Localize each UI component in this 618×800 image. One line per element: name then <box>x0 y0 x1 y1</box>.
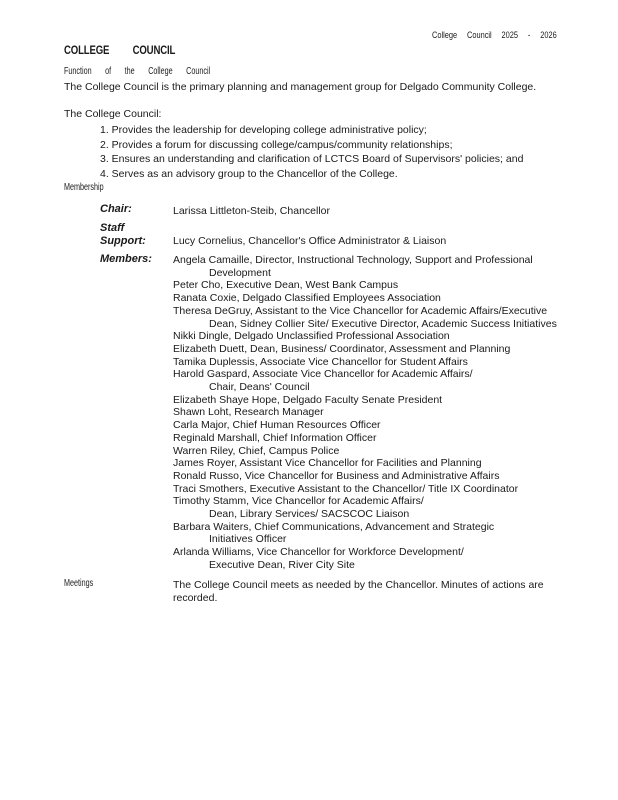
page-title: COLLEGE COUNCIL <box>64 43 176 57</box>
member-item: Elizabeth Shaye Hope, Delgado Faculty Senate President <box>173 393 443 406</box>
chair-name: Larissa Littleton-Steib, Chancellor <box>173 205 330 217</box>
meetings-section-label: Meetings <box>64 578 94 589</box>
members-label: Members: <box>100 253 152 265</box>
member-item: Tamika Duplessis, Associate Vice Chancellor for Student Affairs <box>173 355 468 368</box>
meetings-text: The College Council meets as needed by the Chancellor. Minutes of actions are recorded. <box>173 579 544 604</box>
member-item: Ronald Russo, Vice Chancellor for Business and Administrative Affairs <box>173 469 500 482</box>
member-item: Reginald Marshall, Chief Information Officer <box>173 431 377 444</box>
chair-label: Chair: <box>100 203 132 215</box>
member-item: Elizabeth Duett, Dean, Business/ Coordinator, Assessment and Planning <box>173 342 511 355</box>
function-list <box>100 124 523 182</box>
member-item: Theresa DeGruy, Assistant to the Vice Chancellor for Academic Affairs/Executive Dean, Sidney Collier Site/ Executive Director, Academic Success Initiatives <box>173 304 557 330</box>
member-item: Harold Gaspard, Associate Vice Chancellor for Academic Affairs/ Chair, Deans' Council <box>173 368 473 394</box>
member-item: Carla Major, Chief Human Resources Officer <box>173 419 381 432</box>
member-item: Arlanda Williams, Vice Chancellor for Workforce Development/ Executive Dean, River City Site <box>173 546 464 571</box>
member-item: Nikki Dingle, Delgado Unclassified Professional Association <box>173 330 450 343</box>
member-item: Ranata Coxie, Delgado Classified Employees Association <box>173 292 441 305</box>
member-item: Barbara Waiters, Chief Communications, Advancement and Strategic Initiatives Officer <box>173 520 495 546</box>
function-section-label: Function of the College Council <box>64 66 211 77</box>
running-head: College Council 2025 - 2026 <box>432 30 557 41</box>
list-item: 2. Provides a forum for discussing college/campus/community relationships; <box>100 138 453 151</box>
member-item: Timothy Stamm, Vice Chancellor for Academic Affairs/ Dean, Library Services/ SACSCOC Liaison <box>173 495 424 521</box>
list-item: 3. Ensures an understanding and clarification of LCTCS Board of Supervisors' policies; and <box>100 153 524 166</box>
staff-support-label: Staff Support: <box>100 222 146 247</box>
function-paragraph: The College Council is the primary planning and management group for Delgado Community College. <box>64 81 537 93</box>
council-intro: The College Council: <box>64 108 162 120</box>
member-item: James Royer, Assistant Vice Chancellor for Facilities and Planning <box>173 457 482 470</box>
membership-section-label: Membership <box>64 182 104 193</box>
member-item: Angela Camaille, Director, Instructional Technology, Support and Professional Development <box>173 254 533 279</box>
member-item: Shawn Loht, Research Manager <box>173 406 324 419</box>
members-list <box>173 254 557 572</box>
staff-support-name: Lucy Cornelius, Chancellor's Office Administrator & Liaison <box>173 235 447 247</box>
member-item: Traci Smothers, Executive Assistant to the Chancellor/ Title IX Coordinator <box>173 482 519 495</box>
list-item: 1. Provides the leadership for developing college administrative policy; <box>100 124 427 136</box>
list-item: 4. Serves as an advisory group to the Chancellor of the College. <box>100 167 398 180</box>
member-item: Warren Riley, Chief, Campus Police <box>173 444 340 457</box>
member-item: Peter Cho, Executive Dean, West Bank Campus <box>173 279 399 292</box>
